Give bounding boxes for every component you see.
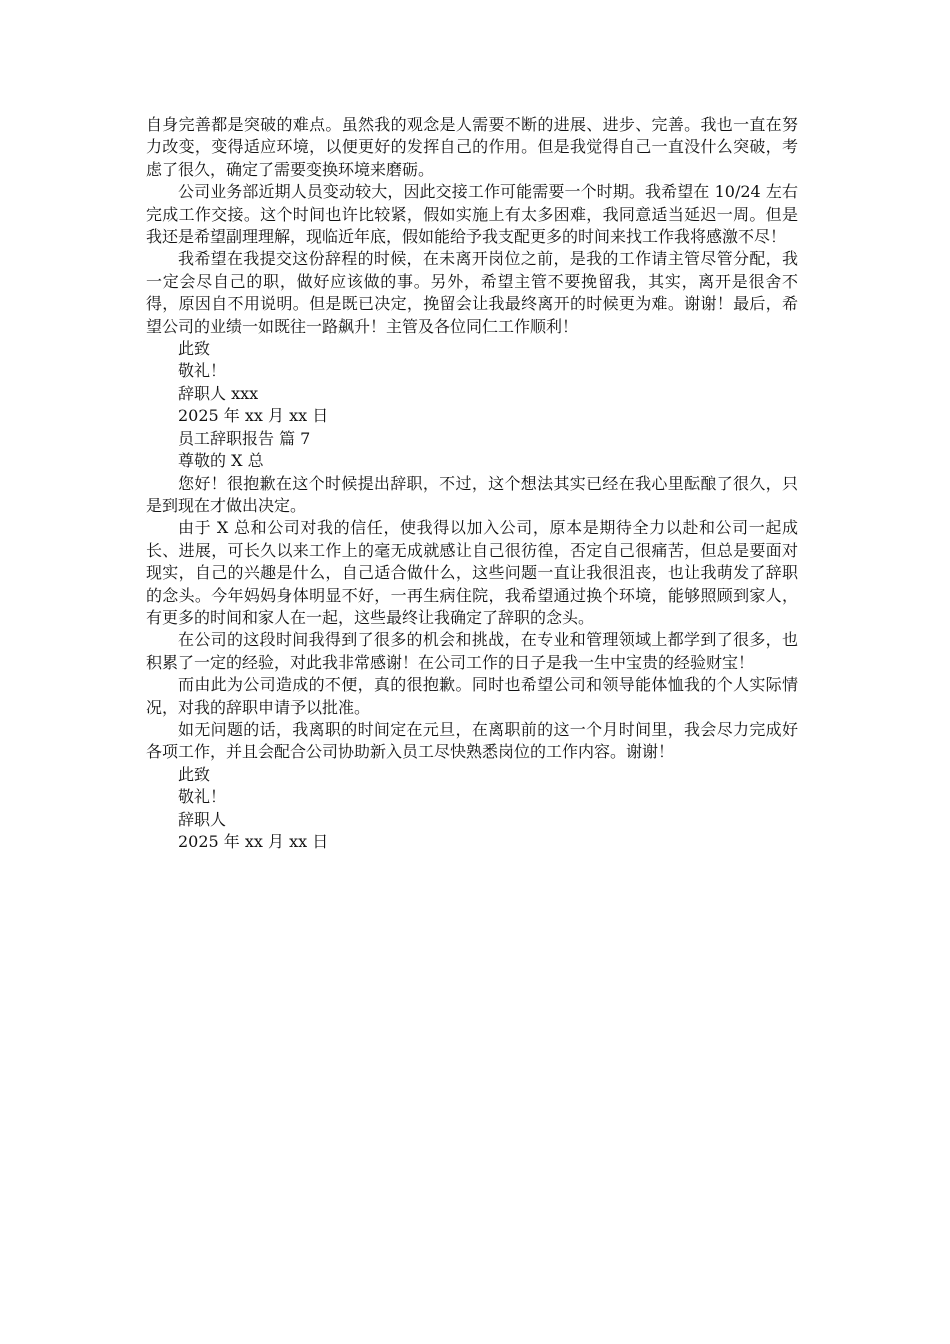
closing-regards: 敬礼！ xyxy=(178,361,227,381)
paragraph: 由于 X 总和公司对我的信任，使我得以加入公司，原本是期待全力以赴和公司一起成长、进展，可长久以来工作上的毫无成就感让自己很彷徨，否定自己很痛苦，但总是要面对现实，自己的兴趣是什么，自己适合做什么，这些问题一直让我很沮丧，也让我萌发了辞职的念头。今年妈妈身体明显不好，一再生病住院，我希望通过换个环境，能够照顾到家人，有更多的时间和家人在一起，这些最终让我确定了辞职的念头。 xyxy=(146,518,798,627)
section-title: 员工辞职报告 篇 7 xyxy=(178,428,311,448)
paragraph: 公司业务部近期人员变动较大，因此交接工作可能需要一个时期。我希望在 10/24 左右完成工作交接。这个时间也许比较紧，假如实施上有太多困难，我同意适当延迟一周。但是我还是希望副理理解，现临近年底，假如能给予我支配更多的时间来找工作我将感激不尽！ xyxy=(146,182,798,247)
paragraph: 而由此为公司造成的不便，真的很抱歉。同时也希望公司和领导能体恤我的个人实际情况，对我的辞职申请予以批准。 xyxy=(146,675,798,717)
paragraph: 如无问题的话，我离职的时间定在元旦，在离职前的这一个月时间里，我会尽力完成好各项工作，并且会配合公司协助新入员工尽快熟悉岗位的工作内容。谢谢！ xyxy=(146,719,798,762)
date: 2025 年 xx 月 xx 日 xyxy=(178,406,329,426)
closing-salute: 此致 xyxy=(178,764,211,784)
greeting: 尊敬的 X 总 xyxy=(178,451,264,471)
paragraph: 在公司的这段时间我得到了很多的机会和挑战，在专业和管理领域上都学到了很多，也积累了一定的经验，对此我非常感谢！在公司工作的日子是我一生中宝贵的经验财宝！ xyxy=(146,630,798,672)
date: 2025 年 xx 月 xx 日 xyxy=(178,832,329,851)
signer: 辞职人 xyxy=(178,809,227,829)
paragraph: 自身完善都是突破的难点。虽然我的观念是人需要不断的进展、进步、完善。我也一直在努力改变，变得适应环境，以便更好的发挥自己的作用。但是我觉得自己一直没什么突破，考虑了很久，确定了需要变换环境来磨砺。 xyxy=(146,115,798,179)
document-page xyxy=(146,114,798,853)
paragraph: 您好！很抱歉在这个时候提出辞职，不过，这个想法其实已经在我心里酝酿了很久，只是到现在才做出决定。 xyxy=(146,473,798,515)
closing-salute: 此致 xyxy=(178,339,211,359)
signer: 辞职人 xxx xyxy=(178,383,259,403)
closing-regards: 敬礼！ xyxy=(178,787,227,807)
paragraph: 我希望在我提交这份辞程的时候，在未离开岗位之前，是我的工作请主管尽管分配，我一定会尽自己的职，做好应该做的事。另外，希望主管不要挽留我，其实，离开是很舍不得，原因自不用说明。但是既已决定，挽留会让我最终离开的时候更为难。谢谢！最后，希望公司的业绩一如既往一路飙升！主管及各位同仁工作顺利！ xyxy=(146,249,798,336)
